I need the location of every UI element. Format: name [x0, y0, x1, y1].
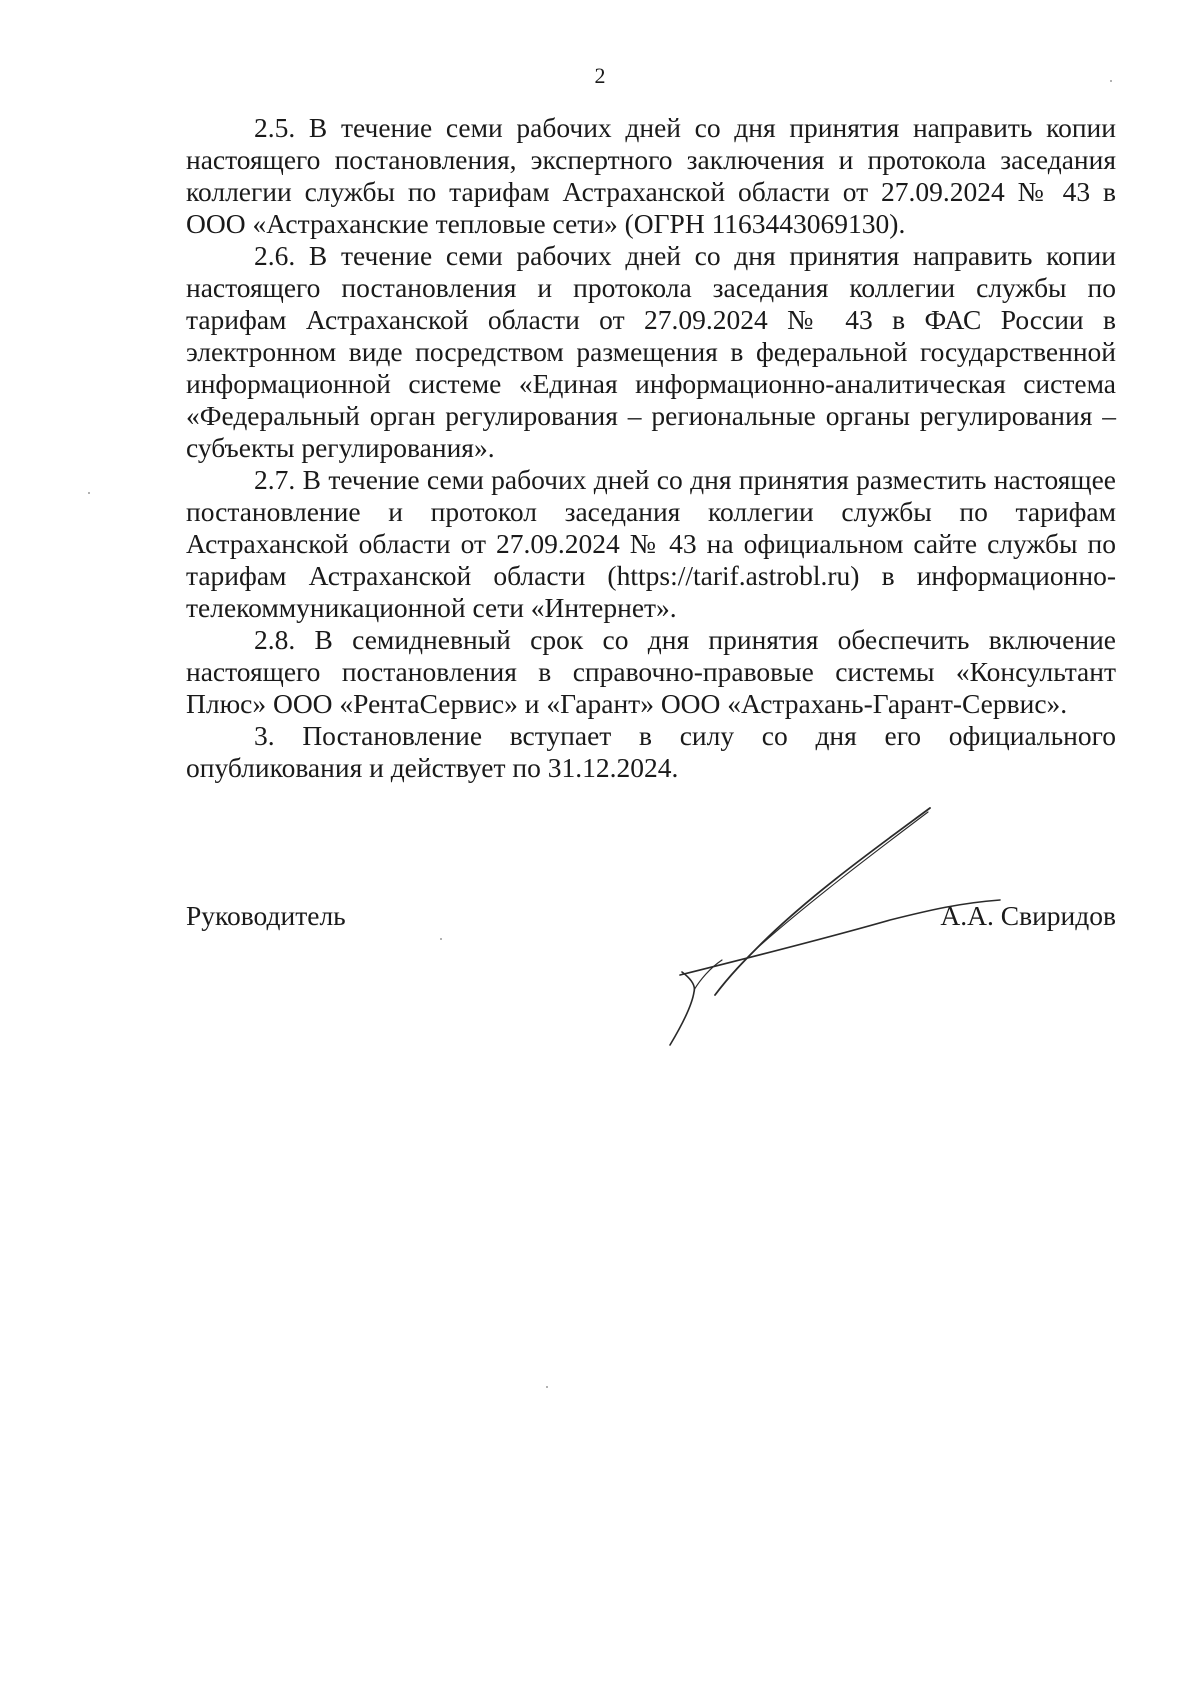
scan-speck [1110, 80, 1112, 82]
scan-speck [88, 492, 90, 494]
paragraph-2-5: 2.5. В течение семи рабочих дней со дня принятия направить копии настоящего постановления, экспертного заключения и протокола заседания коллегии службы по тарифам Астраханской области от 27.09.2024 № 43 в ООО «Астраханские тепловые сети» (ОГРН 1163443069130). [186, 112, 1116, 239]
paragraph-2-7: 2.7. В течение семи рабочих дней со дня принятия разместить настоящее постановление и протокол заседания коллегии службы по тарифам Астраханской области от 27.09.2024 № 43 на официальном сайте службы по тарифам Астраханской области (https://tarif.astrobl.ru) в информационно-телекоммуникационной сети «Интернет». [186, 464, 1116, 623]
paragraph-2-8: 2.8. В семидневный срок со дня принятия обеспечить включение настоящего постановления в справочно-правовые системы «Консультант Плюс» ООО «РентаСервис» и «Гарант» ООО «Астрахань-Гарант-Сервис». [186, 624, 1116, 719]
document-body [186, 112, 1116, 784]
page-number: 2 [594, 63, 606, 88]
handwritten-signature-icon [660, 800, 1020, 1060]
scan-speck [546, 1386, 548, 1388]
signatory-position: Руководитель [186, 900, 346, 931]
signatory-name: А.А. Свиридов [940, 900, 1116, 931]
scan-speck [440, 938, 442, 940]
paragraph-3: 3. Постановление вступает в силу со дня его официального опубликования и действует по 31.12.2024. [186, 720, 1116, 783]
paragraph-2-6: 2.6. В течение семи рабочих дней со дня принятия направить копии настоящего постановления и протокола заседания коллегии службы по тарифам Астраханской области от 27.09.2024 № 43 в ФАС России в электронном виде посредством размещения в федеральной государственной информационной системе «Единая информационно-аналитическая система «Федеральный орган регулирования – региональные органы регулирования – субъекты регулирования». [186, 240, 1116, 463]
